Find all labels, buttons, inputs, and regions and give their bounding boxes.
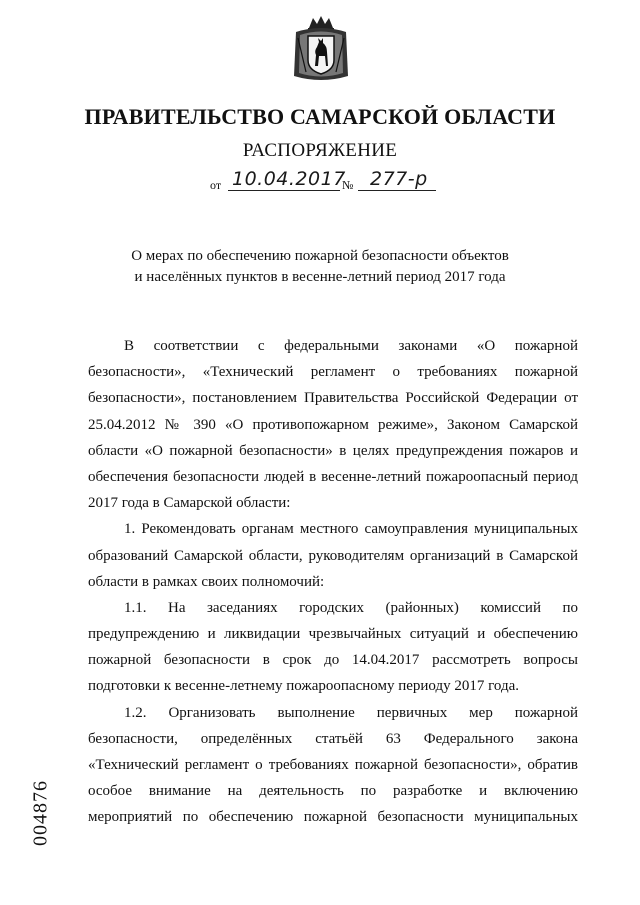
body-line: области в рамках своих полномочий:: [88, 573, 325, 590]
body-line: 1.1. На заседаниях городских (районных) комиссий по: [124, 599, 578, 616]
body-line: 1. Рекомендовать органам местного самоуправления муниципальных: [124, 521, 578, 538]
handwritten-number: 277-р: [370, 168, 428, 190]
body-line: особое внимание на деятельность по разработке и включению: [88, 783, 578, 800]
body-line: «Технический регламент о требованиях пожарной безопасности», обратив: [88, 757, 578, 773]
body-line: 25.04.2012 № 390 «О противопожарном режиме», Законом Самарской: [88, 416, 578, 433]
body-line: обеспечения безопасности людей в весенне-летний пожароопасный период: [88, 468, 578, 485]
organization-title: ПРАВИТЕЛЬСТВО САМАРСКОЙ ОБЛАСТИ: [84, 104, 556, 129]
side-stamp-number: 004876: [29, 780, 52, 846]
body-line: предупреждению и ликвидации чрезвычайных ситуаций и обеспечению: [88, 626, 578, 643]
body-line: 2017 года в Самарской области:: [88, 495, 291, 512]
coat-of-arms-icon: [292, 14, 350, 84]
body-line: подготовки к весенне-летнему пожароопасному периоду 2017 года.: [88, 678, 520, 695]
body-line: безопасности, определённых статьёй 63 Федерального закона: [88, 730, 578, 747]
date-underline: [228, 190, 340, 191]
document-type: РАСПОРЯЖЕНИЕ: [242, 140, 398, 161]
body-line: В соответствии с федеральными законами «О пожарной: [124, 338, 578, 354]
number-underline: [358, 190, 436, 191]
subject-line-1: О мерах по обеспечению пожарной безопасности объектов: [131, 248, 509, 264]
number-prefix: №: [342, 178, 354, 192]
document-subject: [0, 246, 640, 288]
date-number-line: [210, 170, 470, 198]
body-line: области «О пожарной безопасности» в целях предупреждения пожаров и: [88, 442, 578, 459]
subject-line-2: и населённых пунктов в весенне-летний период 2017 года: [134, 269, 506, 285]
handwritten-date: 10.04.2017: [232, 168, 346, 190]
body-line: образований Самарской области, руководителям организаций в Самарской: [88, 547, 578, 564]
body-line: безопасности», «Технический регламент о требованиях пожарной: [88, 364, 578, 381]
date-prefix: от: [210, 178, 222, 192]
document-body: [88, 333, 578, 831]
body-line: пожарной безопасности в срок до 14.04.2017 рассмотреть вопросы: [88, 652, 578, 669]
body-line: безопасности», постановлением Правительства Российской Федерации от: [88, 390, 578, 407]
body-line: мероприятий по обеспечению пожарной безопасности муниципальных: [88, 809, 578, 826]
body-line: 1.2. Организовать выполнение первичных мер пожарной: [124, 704, 578, 721]
side-registration-stamp: [26, 768, 56, 858]
